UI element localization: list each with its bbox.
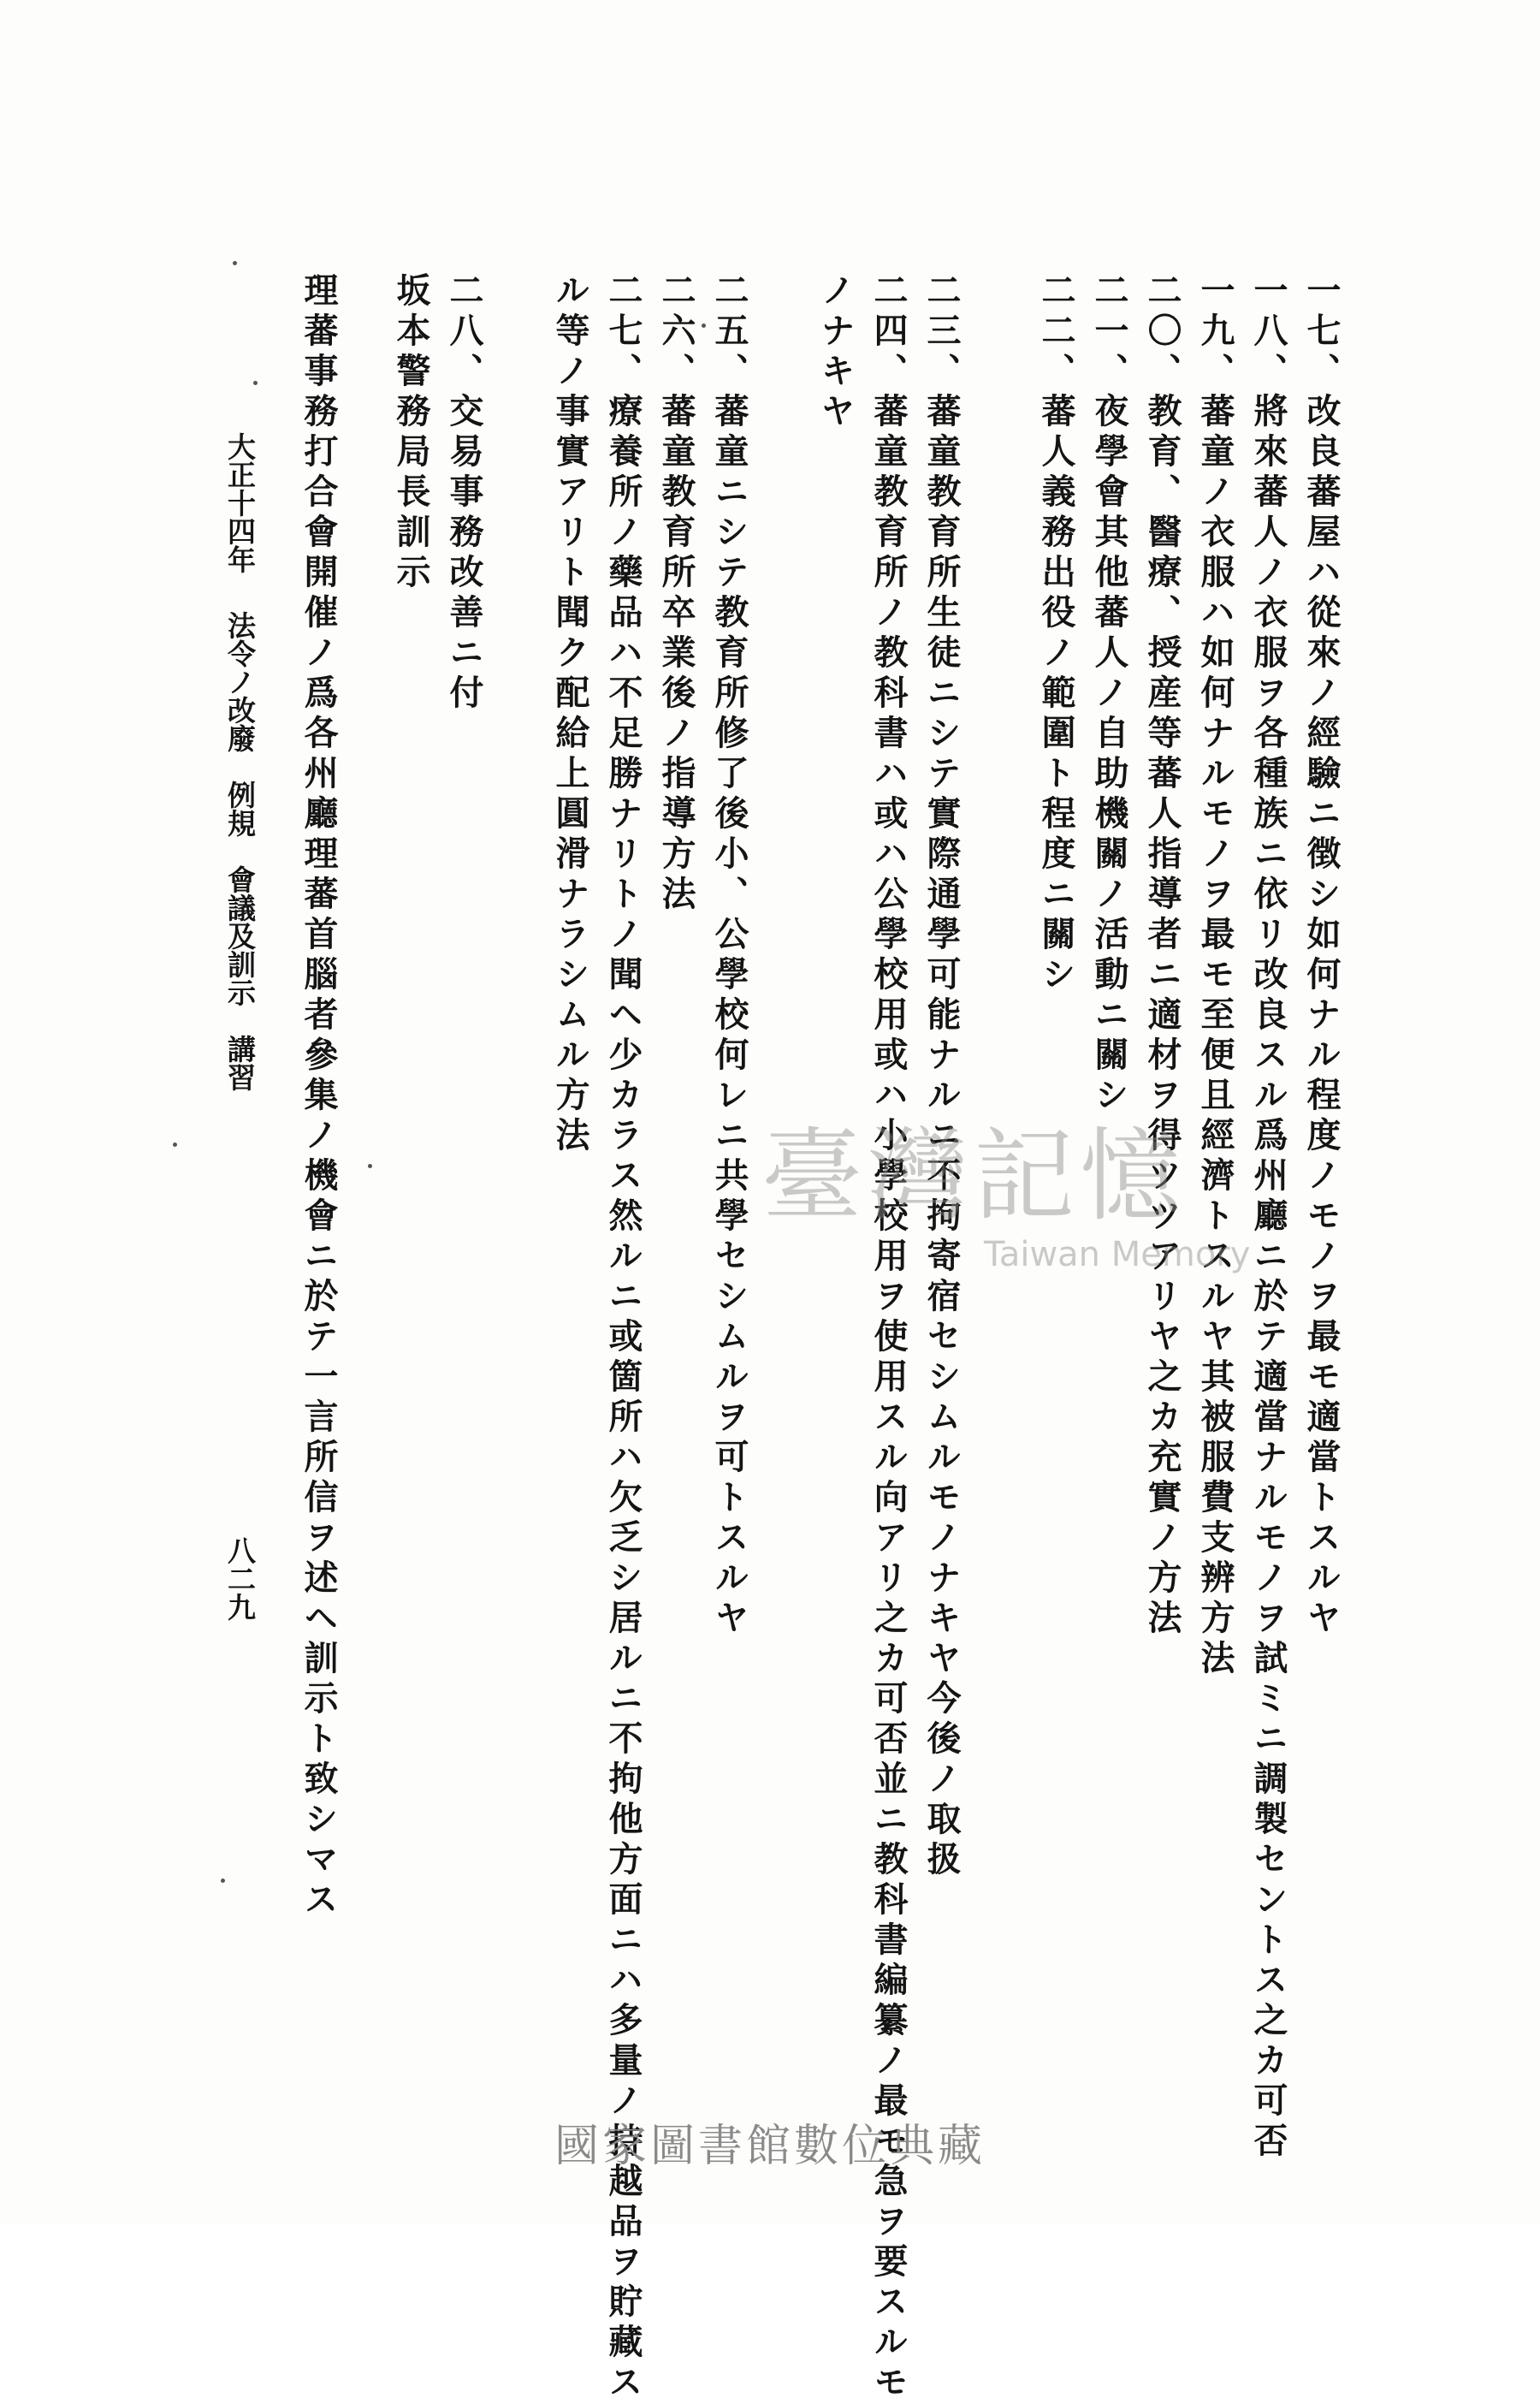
scan-speck	[173, 1143, 177, 1147]
text-column-19: 一九、蕃童ノ衣服ハ如何ナルモノヲ最モ至便且經濟トスルヤ其被服費支辨方法	[1195, 272, 1235, 1680]
watermark-title: 臺灣記憶	[761, 1117, 1187, 1235]
text-column-17: 一七、改良蕃屋ハ從來ノ經驗ニ徴シ如何ナル程度ノモノヲ最モ適當トスルヤ	[1301, 272, 1342, 1640]
scan-speck	[221, 1879, 225, 1883]
text-column-27: 二七、療養所ノ藥品ハ不足勝ナリトノ聞ヘ少カラス然ルニ或箇所ハ欠乏シ居ルニ不拘他方面ニハ多量ノ持越品ヲ貯藏ス	[603, 272, 643, 2404]
scan-speck	[253, 381, 258, 385]
footer-caption: 國家圖書館數位典藏	[554, 2121, 986, 2172]
text-column-26: 二六、蕃童教育所卒業後ノ指導方法	[656, 272, 696, 916]
speech-heading: 坂本警務局長訓示	[391, 272, 431, 594]
scan-speck	[368, 1164, 372, 1168]
text-column-23: 二三、蕃童教育所生徒ニシテ實際通學可能ナルニ不拘寄宿セシムルモノナキヤ今後ノ取扱	[921, 272, 962, 1881]
text-column-24-continued: ノナキヤ	[815, 272, 856, 433]
scan-speck	[702, 324, 706, 328]
text-column-28: 二八、交易事務改善ニ付	[444, 272, 484, 715]
page-number: 八二九	[223, 1536, 257, 1621]
watermark-logo	[761, 1117, 1251, 1288]
text-column-25: 二五、蕃童ニシテ教育所修了後小、公學校何レニ共學セシムルヲ可トスルヤ	[709, 272, 749, 1640]
text-column-22: 二二、蕃人義務出役ノ範圍ト程度ニ關シ	[1036, 272, 1076, 996]
text-column-21: 二一、夜學會其他蕃人ノ自助機關ノ活動ニ關シ	[1089, 272, 1129, 1117]
watermark-subtitle: Taiwan Memory	[984, 1235, 1251, 1274]
header-year: 大正十四年	[223, 432, 257, 573]
text-column-27-continued: ル等ノ事實アリト聞ク配給上圓滑ナラシムル方法	[550, 272, 590, 1157]
text-column-18: 一八、將來蕃人ノ衣服ヲ各種族ニ依リ改良スル爲州廳ニ於テ適當ナルモノヲ試ミニ調製セントス之カ可否	[1248, 272, 1288, 2163]
text-column-20: 二〇、教育、醫療、授産等蕃人指導者ニ適材ヲ得ツツアリヤ之カ充實ノ方法	[1142, 272, 1182, 1640]
running-header	[223, 432, 257, 1091]
header-section: 法令ノ改廢 例規 會議及訓示 講習	[223, 611, 257, 1091]
speech-opening-line: 理蕃事務打合會開催ノ爲各州廳理蕃首腦者參集ノ機會ニ於テ一言所信ヲ述ヘ訓示ト致シマス	[299, 272, 339, 1921]
text-column-24: 二四、蕃童教育所ノ教科書ハ或ハ公學校用或ハ小學校用ヲ使用スル向アリ之カ可否並ニ教科書編纂ノ最モ急ヲ要スルモ	[868, 272, 909, 2404]
scan-speck	[233, 261, 237, 265]
